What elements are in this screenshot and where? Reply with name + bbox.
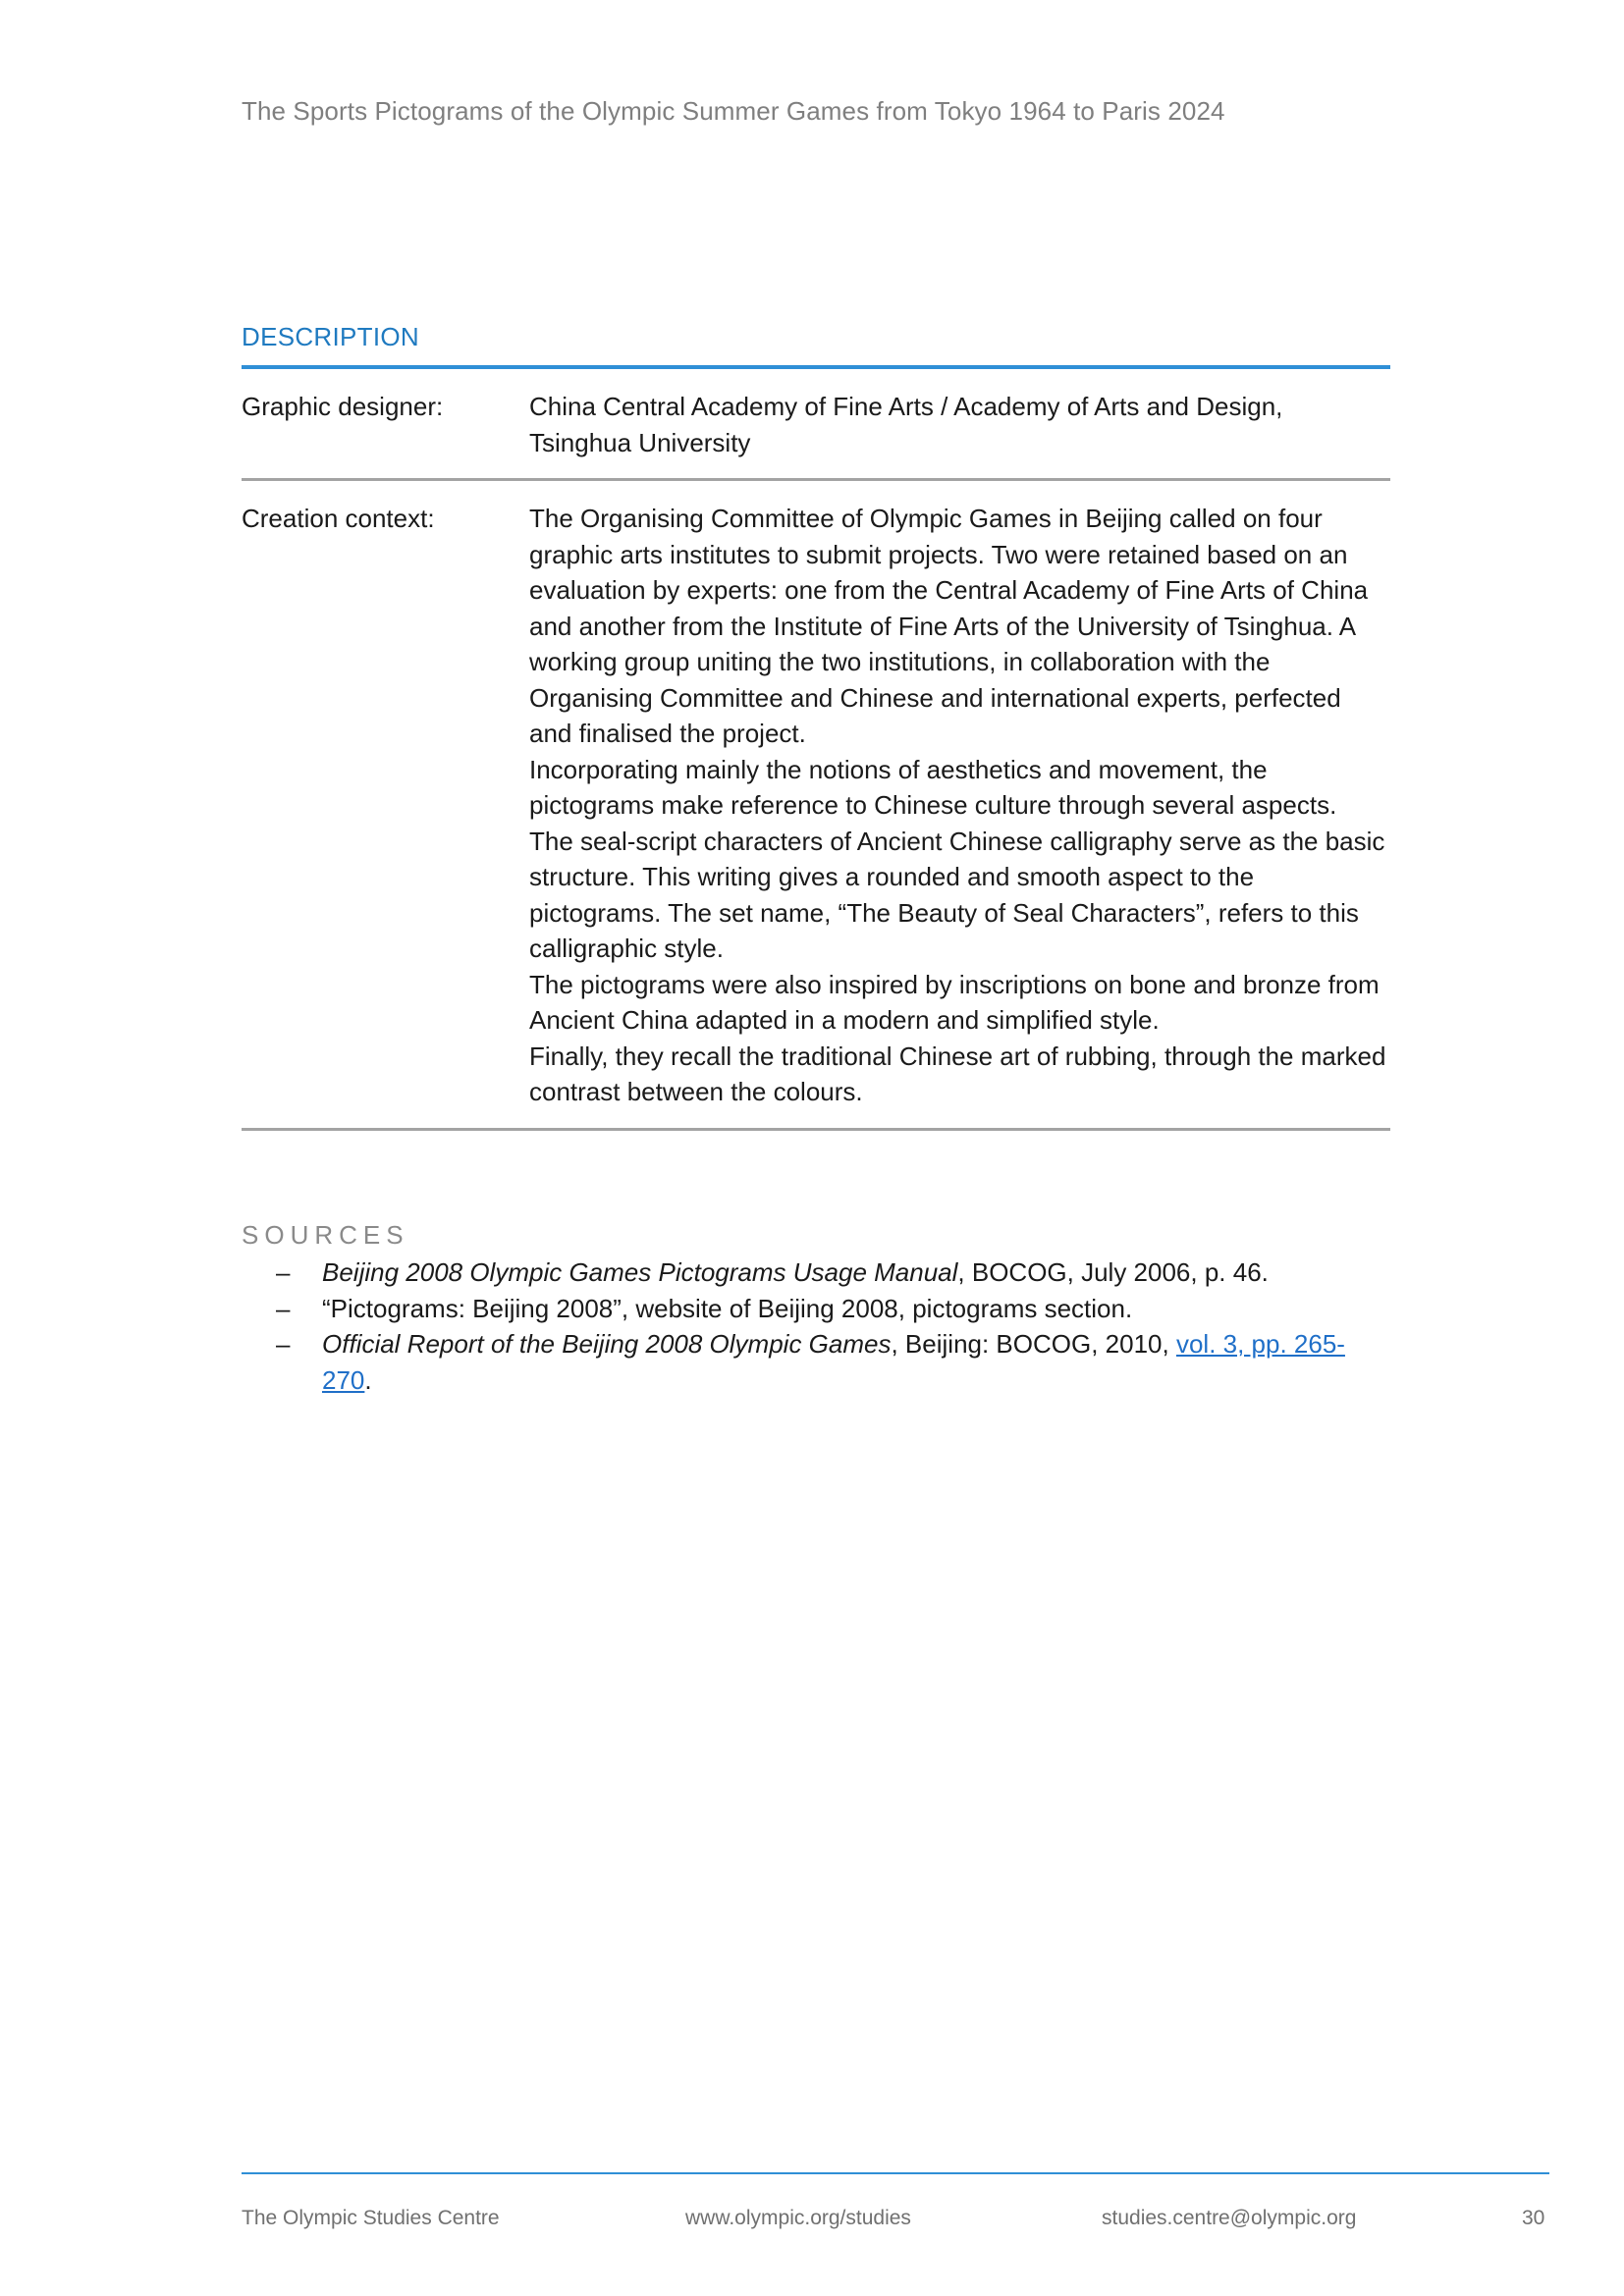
bullet: ‒	[276, 1257, 291, 1287]
sources-title: SOURCES	[242, 1220, 409, 1250]
footer-divider	[242, 2172, 1549, 2174]
paragraph: The pictograms were also inspired by inscriptions on bone and bronze from Ancient China adapted in a modern and simplified style.	[529, 969, 1380, 1035]
source-title: Official Report of the Beijing 2008 Olympic Games	[322, 1329, 892, 1359]
source-text	[322, 1255, 1390, 1291]
source-text	[322, 1326, 1390, 1398]
list-item	[242, 1255, 1390, 1291]
source-text: “Pictograms: Beijing 2008”, website of Beijing 2008, pictograms section.	[322, 1293, 1133, 1323]
paragraph: Finally, they recall the traditional Chinese art of rubbing, through the marked contrast between the colours.	[529, 1041, 1386, 1106]
source-details: , Beijing: BOCOG, 2010,	[891, 1329, 1176, 1359]
creation-context-value	[529, 501, 1390, 1110]
graphic-designer-value	[529, 389, 1390, 460]
running-header: The Sports Pictograms of the Olympic Summer Games from Tokyo 1964 to Paris 2024	[242, 96, 1225, 126]
graphic-designer-label: Graphic designer:	[242, 392, 444, 421]
list-item	[242, 1326, 1390, 1398]
paragraph: The Organising Committee of Olympic Games in Beijing called on four graphic arts institutes to submit projects. Two were retained based on an evaluation by experts: one from the Central Academy of Fine Arts of China and another from the Institute of Fine Arts of the University of Tsinghua. A working group uniting the two institutions, in collaboration with the Organising Committee and Chinese and international experts, perfected and finalised the project.	[529, 504, 1369, 748]
paragraph: The seal-script characters of Ancient Chinese calligraphy serve as the basic structure. This writing gives a rounded and smooth aspect to the pictograms. The set name, “The Beauty of Seal Characters”, refers to this calligraphic style.	[529, 826, 1385, 963]
source-details: , BOCOG, July 2006, p. 46.	[957, 1257, 1269, 1287]
description-table	[242, 365, 1390, 1131]
creation-context-label: Creation context:	[242, 504, 435, 533]
sources-list	[242, 1255, 1390, 1398]
list-item	[242, 1291, 1390, 1327]
paragraph: China Central Academy of Fine Arts / Academy of Arts and Design, Tsinghua University	[529, 392, 1283, 457]
description-title: DESCRIPTION	[242, 322, 419, 351]
footer-website: www.olympic.org/studies	[685, 2207, 911, 2229]
page-number: 30	[1522, 2207, 1545, 2229]
bullet: ‒	[276, 1329, 291, 1359]
footer-email: studies.centre@olympic.org	[1102, 2207, 1357, 2229]
bullet: ‒	[276, 1293, 291, 1323]
table-row	[242, 478, 1390, 1131]
paragraph: Incorporating mainly the notions of aesthetics and movement, the pictograms make reference to Chinese culture through several aspects.	[529, 754, 1337, 820]
official-report-link[interactable]: vol. 3, pp. 265-270	[322, 1329, 1345, 1395]
footer-org: The Olympic Studies Centre	[242, 2207, 500, 2229]
source-title: Beijing 2008 Olympic Games Pictograms Usage Manual	[322, 1257, 958, 1287]
table-row	[242, 369, 1390, 478]
source-end: .	[364, 1364, 372, 1395]
